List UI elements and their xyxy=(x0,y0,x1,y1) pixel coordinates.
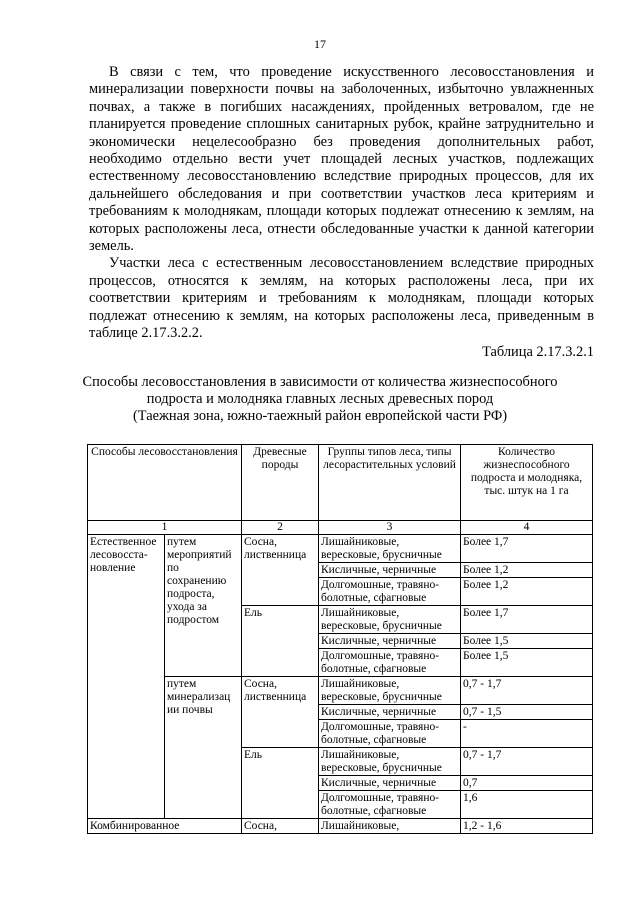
column-number: 2 xyxy=(242,521,319,535)
table-row xyxy=(88,535,593,563)
header-methods: Способы лесовосстановления xyxy=(88,445,242,521)
species-pine-larch: Сосна, лиственница xyxy=(242,677,319,748)
quantity-cell: Более 1,5 xyxy=(461,634,593,649)
table-label: Таблица 2.17.3.2.1 xyxy=(482,344,594,360)
table-title-line-1: Способы лесовосстановления в зависимости от количества жизнеспособного xyxy=(82,374,558,390)
forest-type-cell: Лишайниковые, вересковые, брусничные xyxy=(319,748,461,776)
quantity-cell: 1,2 - 1,6 xyxy=(461,819,593,834)
paragraph-2: Участки леса с естественным лесовосстановлением вследствие природных процессов, относятся к землям, на которых расположены леса, при их соответствии критериям и требованиям к молоднякам, площади которых подлежат отнесению к землям, на которых расположены леса, приведенным в таблице 2.17.3.2.2. xyxy=(89,255,594,342)
forest-type-cell: Долгомошные, травяно-болотные, сфагновые xyxy=(319,791,461,819)
forest-type-cell: Долгомошные, травяно-болотные, сфагновые xyxy=(319,649,461,677)
forest-type-cell: Кисличные, черничные xyxy=(319,563,461,578)
submethod-mineralization: путем минерализац ии почвы xyxy=(165,677,242,819)
submethod-preservation: путем мероприятий по сохранению подроста, ухода за подростом xyxy=(165,535,242,677)
forest-type-cell: Лишайниковые, вересковые, брусничные xyxy=(319,535,461,563)
column-number: 4 xyxy=(461,521,593,535)
forest-type-cell: Кисличные, черничные xyxy=(319,705,461,720)
forest-type-cell: Долгомошные, травяно-болотные, сфагновые xyxy=(319,720,461,748)
quantity-cell: Более 1,7 xyxy=(461,606,593,634)
header-forest-types: Группы типов леса, типы лесорастительных условий xyxy=(319,445,461,521)
forest-type-cell: Лишайниковые, xyxy=(319,819,461,834)
quantity-cell: 0,7 - 1,7 xyxy=(461,677,593,705)
method-combined: Комбинированное xyxy=(88,819,242,834)
method-natural: Естественное лесовосста-новление xyxy=(88,535,165,819)
forest-type-cell: Долгомошные, травяно-болотные, сфагновые xyxy=(319,578,461,606)
table-title-line-2: подроста и молодняка главных лесных древесных пород xyxy=(146,391,494,407)
header-species: Древесные породы xyxy=(242,445,319,521)
forest-type-cell: Лишайниковые, вересковые, брусничные xyxy=(319,606,461,634)
forest-type-cell: Кисличные, черничные xyxy=(319,776,461,791)
header-quantity: Количество жизнеспособного подроста и молодняка, тыс. штук на 1 га xyxy=(461,445,593,521)
body-text xyxy=(89,64,594,343)
species-spruce: Ель xyxy=(242,606,319,677)
table-header-row xyxy=(88,445,593,521)
table-title-line-3: (Таежная зона, южно-таежный район европейской части РФ) xyxy=(132,408,507,424)
forest-type-cell: Кисличные, черничные xyxy=(319,634,461,649)
reforestation-table xyxy=(87,444,593,834)
quantity-cell: 0,7 - 1,7 xyxy=(461,748,593,776)
quantity-cell: 1,6 xyxy=(461,791,593,819)
species-pine-larch: Сосна, лиственница xyxy=(242,535,319,606)
species-pine-partial: Сосна, xyxy=(242,819,319,834)
quantity-cell: Более 1,2 xyxy=(461,563,593,578)
table-title xyxy=(60,374,580,425)
forest-type-cell: Лишайниковые, вересковые, брусничные xyxy=(319,677,461,705)
quantity-cell: - xyxy=(461,720,593,748)
quantity-cell: Более 1,5 xyxy=(461,649,593,677)
paragraph-1: В связи с тем, что проведение искусственного лесовосстановления и минерализации поверхности почвы на заболоченных, избыточно увлажненных почвах, а также в погибших насаждениях, пройденных ветровалом, где не планируется проведение сплошных санитарных рубок, крайне затруднительно и экономически нецелесообразно без проведения дополнительных работ, необходимо отдельно вести учет площадей лесных участков, подлежащих естественному лесовосстановлению вследствие природных процессов, для их дальнейшего обследования и при соответствии участков леса критериям и требованиям к молоднякам, площади которых подлежат отнесению к землям, на которых расположены леса, отнести обследованные участки к данной категории земель. xyxy=(89,64,594,255)
page-number: 17 xyxy=(314,37,326,51)
species-spruce: Ель xyxy=(242,748,319,819)
quantity-cell: 0,7 xyxy=(461,776,593,791)
table-row xyxy=(88,819,593,834)
column-number: 3 xyxy=(319,521,461,535)
quantity-cell: 0,7 - 1,5 xyxy=(461,705,593,720)
quantity-cell: Более 1,7 xyxy=(461,535,593,563)
column-number-row xyxy=(88,521,593,535)
quantity-cell: Более 1,2 xyxy=(461,578,593,606)
column-number: 1 xyxy=(88,521,242,535)
